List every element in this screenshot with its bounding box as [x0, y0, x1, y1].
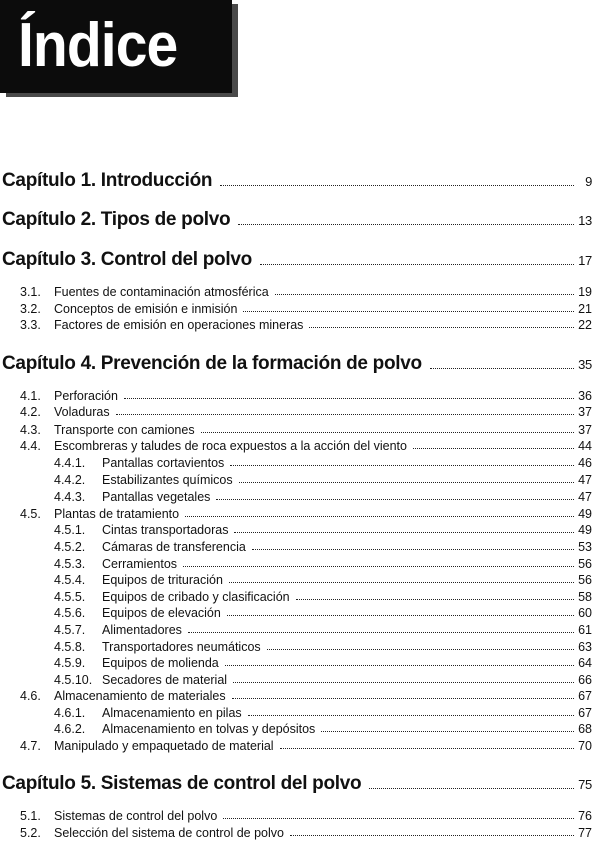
- dot-leader: [185, 516, 574, 517]
- toc-entry-page: 68: [578, 722, 592, 736]
- toc-entry-title: Equipos de elevación: [102, 606, 221, 620]
- toc-entry-number: 4.5.: [20, 507, 41, 521]
- toc-entry-number: 4.7.: [20, 739, 41, 753]
- dot-leader: [296, 599, 574, 600]
- toc-entry-title: Capítulo 5. Sistemas de control del polvo: [2, 773, 362, 794]
- toc-entry-number: 4.5.10.: [54, 673, 93, 687]
- toc-entry-page: 46: [578, 456, 592, 470]
- toc-entry-title: Alimentadores: [102, 623, 182, 637]
- toc-entry-number: 3.3.: [20, 318, 41, 332]
- toc-entry-title: Voladuras: [54, 405, 110, 419]
- dot-leader: [220, 185, 574, 186]
- toc-entry-page: 44: [578, 439, 592, 453]
- toc-section-entry: [0, 640, 592, 654]
- toc-entry-title: Estabilizantes químicos: [102, 473, 233, 487]
- toc-entry-number: 4.6.2.: [54, 722, 86, 736]
- toc-entry-title: Plantas de tratamiento: [54, 507, 180, 521]
- dot-leader: [233, 682, 574, 683]
- toc-entry-title: Escombreras y taludes de roca expuestos a la acción del viento: [54, 439, 407, 453]
- dot-leader: [243, 311, 574, 312]
- toc-section-entry: [0, 456, 592, 470]
- toc-section-entry: [0, 606, 592, 620]
- toc-entry-number: 5.1.: [20, 809, 41, 823]
- toc-entry-number: 4.4.: [20, 439, 41, 453]
- toc-entry-number: 4.1.: [20, 389, 41, 403]
- toc-entry-title: Transporte con camiones: [54, 423, 195, 437]
- toc-section-entry: [0, 507, 592, 521]
- toc-section-entry: [0, 826, 592, 840]
- dot-leader: [239, 482, 574, 483]
- toc-entry-page: 21: [578, 302, 592, 316]
- page-title: Índice: [18, 11, 178, 80]
- toc-chapter-entry: [0, 353, 592, 375]
- toc-entry-title: Capítulo 1. Introducción: [2, 170, 213, 191]
- toc-entry-title: Sistemas de control del polvo: [54, 809, 218, 823]
- toc-entry-title: Fuentes de contaminación atmosférica: [54, 285, 269, 299]
- toc-section-entry: [0, 722, 592, 736]
- toc-entry-page: 9: [585, 174, 592, 189]
- toc-entry-title: Cintas transportadoras: [102, 523, 229, 537]
- toc-chapter-entry: [0, 170, 592, 192]
- dot-leader: [188, 632, 574, 633]
- toc-section-entry: [0, 405, 592, 419]
- toc-entry-number: 4.2.: [20, 405, 41, 419]
- toc-entry-title: Selección del sistema de control de polvo: [54, 826, 284, 840]
- toc-section-entry: [0, 557, 592, 571]
- toc-entry-number: 4.5.2.: [54, 540, 86, 554]
- toc-entry-page: 17: [578, 253, 592, 268]
- toc-section-entry: [0, 490, 592, 504]
- toc-entry-number: 4.4.1.: [54, 456, 86, 470]
- toc-entry-number: 4.4.3.: [54, 490, 86, 504]
- toc-section-entry: [0, 523, 592, 537]
- toc-entry-number: 4.5.1.: [54, 523, 86, 537]
- toc-entry-page: 66: [578, 673, 592, 687]
- toc-entry-page: 64: [578, 656, 592, 670]
- toc-entry-page: 53: [578, 540, 592, 554]
- dot-leader: [183, 566, 574, 567]
- toc-chapter-entry: [0, 773, 592, 795]
- toc-section-entry: [0, 573, 592, 587]
- toc-entry-page: 22: [578, 318, 592, 332]
- toc-entry-page: 13: [578, 213, 592, 228]
- toc-entry-page: 37: [578, 405, 592, 419]
- toc-entry-page: 60: [578, 606, 592, 620]
- index-banner: [0, 0, 232, 93]
- toc-section-entry: [0, 739, 592, 753]
- dot-leader: [275, 294, 574, 295]
- toc-entry-title: Secadores de material: [102, 673, 228, 687]
- dot-leader: [116, 414, 574, 415]
- toc-entry-title: Pantallas cortavientos: [102, 456, 225, 470]
- toc-entry-title: Almacenamiento en tolvas y depósitos: [102, 722, 316, 736]
- toc-section-entry: [0, 656, 592, 670]
- toc-section-entry: [0, 689, 592, 703]
- dot-leader: [267, 649, 574, 650]
- dot-leader: [225, 665, 574, 666]
- dot-leader: [238, 224, 574, 225]
- toc-entry-page: 56: [578, 573, 592, 587]
- dot-leader: [280, 748, 574, 749]
- dot-leader: [216, 499, 574, 500]
- toc-entry-page: 47: [578, 490, 592, 504]
- dot-leader: [124, 398, 574, 399]
- toc-section-entry: [0, 590, 592, 604]
- toc-entry-title: Equipos de molienda: [102, 656, 219, 670]
- toc-entry-page: 61: [578, 623, 592, 637]
- toc-entry-page: 49: [578, 507, 592, 521]
- toc-section-entry: [0, 439, 592, 453]
- toc-entry-title: Conceptos de emisión e inmisión: [54, 302, 238, 316]
- dot-leader: [230, 465, 574, 466]
- toc-chapter-entry: [0, 249, 592, 271]
- toc-entry-page: 47: [578, 473, 592, 487]
- dot-leader: [369, 788, 574, 789]
- dot-leader: [201, 432, 574, 433]
- toc-entry-title: Capítulo 3. Control del polvo: [2, 249, 252, 270]
- toc-entry-title: Equipos de trituración: [102, 573, 223, 587]
- toc-entry-page: 36: [578, 389, 592, 403]
- toc-section-entry: [0, 673, 592, 687]
- toc-entry-page: 76: [578, 809, 592, 823]
- toc-entry-number: 4.5.8.: [54, 640, 86, 654]
- toc-entry-title: Pantallas vegetales: [102, 490, 211, 504]
- dot-leader: [248, 715, 574, 716]
- toc-entry-title: Transportadores neumáticos: [102, 640, 261, 654]
- dot-leader: [309, 327, 574, 328]
- toc-entry-page: 70: [578, 739, 592, 753]
- toc-entry-number: 4.5.5.: [54, 590, 86, 604]
- toc-section-entry: [0, 809, 592, 823]
- toc-entry-page: 49: [578, 523, 592, 537]
- toc-entry-page: 63: [578, 640, 592, 654]
- dot-leader: [252, 549, 574, 550]
- toc-section-entry: [0, 423, 592, 437]
- toc-section-entry: [0, 623, 592, 637]
- toc-section-entry: [0, 706, 592, 720]
- toc-entry-number: 3.1.: [20, 285, 41, 299]
- toc-entry-title: Almacenamiento de materiales: [54, 689, 226, 703]
- toc-section-entry: [0, 389, 592, 403]
- toc-entry-number: 4.5.3.: [54, 557, 86, 571]
- toc-section-entry: [0, 540, 592, 554]
- toc-entry-number: 4.5.9.: [54, 656, 86, 670]
- toc-entry-number: 4.6.1.: [54, 706, 86, 720]
- dot-leader: [229, 582, 574, 583]
- dot-leader: [234, 532, 574, 533]
- toc-entry-page: 77: [578, 826, 592, 840]
- toc-entry-page: 67: [578, 706, 592, 720]
- toc-entry-title: Almacenamiento en pilas: [102, 706, 242, 720]
- toc-entry-title: Capítulo 4. Prevención de la formación de polvo: [2, 353, 422, 374]
- toc-entry-page: 75: [578, 777, 592, 792]
- toc-entry-title: Manipulado y empaquetado de material: [54, 739, 274, 753]
- toc-entry-title: Capítulo 2. Tipos de polvo: [2, 209, 231, 230]
- dot-leader: [413, 448, 574, 449]
- toc-entry-page: 56: [578, 557, 592, 571]
- toc-entry-page: 35: [578, 357, 592, 372]
- toc-section-entry: [0, 473, 592, 487]
- toc-entry-page: 37: [578, 423, 592, 437]
- dot-leader: [227, 615, 574, 616]
- toc-entry-number: 4.3.: [20, 423, 41, 437]
- dot-leader: [260, 264, 574, 265]
- toc-entry-number: 4.4.2.: [54, 473, 86, 487]
- dot-leader: [321, 731, 574, 732]
- toc-entry-number: 4.5.6.: [54, 606, 86, 620]
- dot-leader: [232, 698, 574, 699]
- toc-entry-title: Cerramientos: [102, 557, 178, 571]
- toc-section-entry: [0, 318, 592, 332]
- toc-entry-number: 4.5.4.: [54, 573, 86, 587]
- toc-section-entry: [0, 285, 592, 299]
- toc-entry-title: Perforación: [54, 389, 118, 403]
- dot-leader: [223, 818, 574, 819]
- dot-leader: [430, 368, 574, 369]
- toc-entry-page: 58: [578, 590, 592, 604]
- toc-entry-title: Equipos de cribado y clasificación: [102, 590, 290, 604]
- toc-entry-number: 3.2.: [20, 302, 41, 316]
- dot-leader: [290, 835, 574, 836]
- toc-entry-page: 19: [578, 285, 592, 299]
- toc-chapter-entry: [0, 209, 592, 231]
- toc-entry-title: Factores de emisión en operaciones mineras: [54, 318, 304, 332]
- toc-entry-number: 5.2.: [20, 826, 41, 840]
- toc-entry-page: 67: [578, 689, 592, 703]
- toc-entry-number: 4.5.7.: [54, 623, 86, 637]
- toc-section-entry: [0, 302, 592, 316]
- toc-entry-title: Cámaras de transferencia: [102, 540, 246, 554]
- toc-entry-number: 4.6.: [20, 689, 41, 703]
